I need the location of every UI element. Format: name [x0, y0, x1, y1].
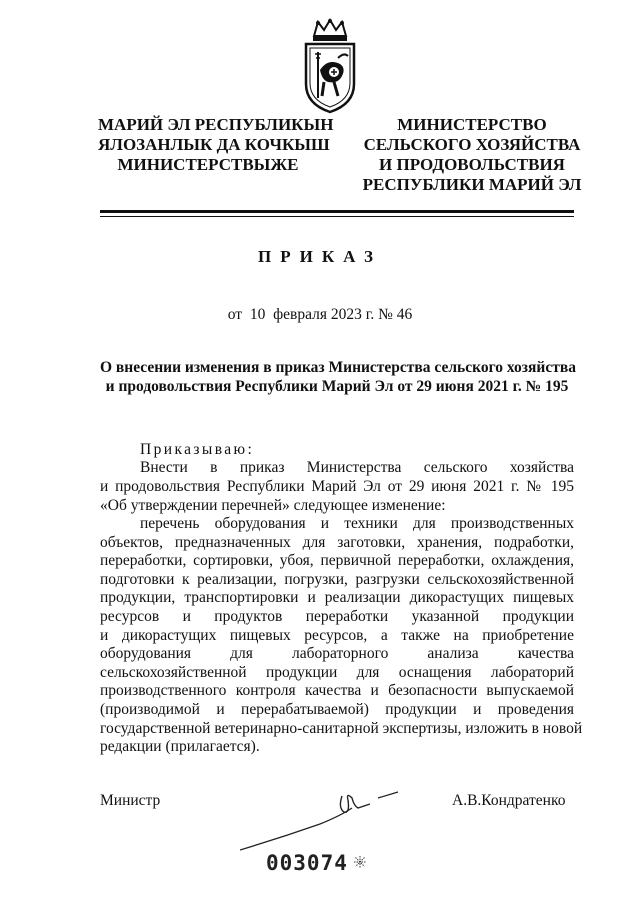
header-right-block — [352, 115, 592, 195]
handwritten-signature — [240, 778, 420, 858]
header-divider-thick — [100, 210, 574, 213]
registration-number-stamp: 003074 — [266, 851, 348, 875]
coat-of-arms-emblem — [298, 18, 362, 114]
text-line: государственной ветеринарно-санитарной экспертизы, изложить в новой — [100, 719, 583, 737]
header-left-line: МАРИЙ ЭЛ РЕСПУБЛИКЫН — [98, 115, 334, 134]
text-line: редакции (прилагается). — [100, 738, 260, 756]
header-left-line: ЯЛОЗАНЛЫК ДА КОЧКЫШ — [98, 135, 330, 154]
date-and-number: от 10 февраля 2023 г. № 46 — [227, 306, 413, 323]
header-divider-thin — [100, 216, 574, 217]
document-title: ПРИКАЗ — [258, 247, 382, 266]
subject-line: и продовольствия Республики Марий Эл от 29 июня 2021 г. № 195 — [105, 378, 569, 395]
text-line: оборудования для лабораторного анализа качества — [100, 645, 574, 663]
signer-position: Министр — [100, 792, 161, 809]
header-left-line: МИНИСТЕРСТВЫЖЕ — [117, 155, 299, 174]
text-line: «Об утверждении перечней» следующее изменение: — [100, 497, 446, 514]
signer-name: А.В.Кондратенко — [452, 792, 566, 809]
text-line: перечень оборудования и техники для производственных — [140, 515, 574, 532]
text-line: и продовольствия Республики Марий Эл от 29 июня 2021 г. № 195 — [100, 478, 574, 495]
header-right-line: СЕЛЬСКОГО ХОЗЯЙСТВА — [363, 135, 581, 154]
text-line: продукции, транспортировки и реализации дикорастущих пищевых — [100, 589, 574, 607]
paragraph-2 — [100, 515, 583, 757]
paragraph-1 — [100, 458, 574, 515]
header-right-line: РЕСПУБЛИКИ МАРИЙ ЭЛ — [362, 175, 582, 194]
text-line: переработки, сортировки, убоя, первичной переработки, охлаждения, — [100, 552, 574, 570]
header-left-block — [98, 115, 334, 175]
text-line: (производимой и перерабатываемой) продукции и проведения — [100, 700, 574, 718]
order-word: Приказываю: — [140, 441, 255, 458]
text-line: и дикорастущих пищевых ресурсов, а также на приобретение — [100, 626, 574, 644]
text-line: подготовки к реализации, погрузки, разгрузки сельскохозяйственной — [100, 570, 574, 588]
text-line: ресурсов и продуктов переработки указанной продукции — [100, 607, 574, 625]
asterisk-mark-icon — [353, 855, 367, 869]
header-right-line: МИНИСТЕРСТВО — [397, 115, 547, 134]
subject-heading — [100, 358, 574, 396]
text-line: сельскохозяйственной продукции для оснащения лабораторий — [100, 663, 574, 681]
text-line: объектов, предназначенных для заготовки, хранения, подработки, — [100, 533, 574, 551]
text-line: Внести в приказ Министерства сельского хозяйства — [140, 459, 574, 476]
text-line: производственного контроля качества и безопасности выпускаемой — [100, 682, 574, 700]
header-right-line: И ПРОДОВОЛЬСТВИЯ — [379, 155, 565, 174]
subject-line: О внесении изменения в приказ Министерства сельского хозяйства — [100, 359, 576, 376]
